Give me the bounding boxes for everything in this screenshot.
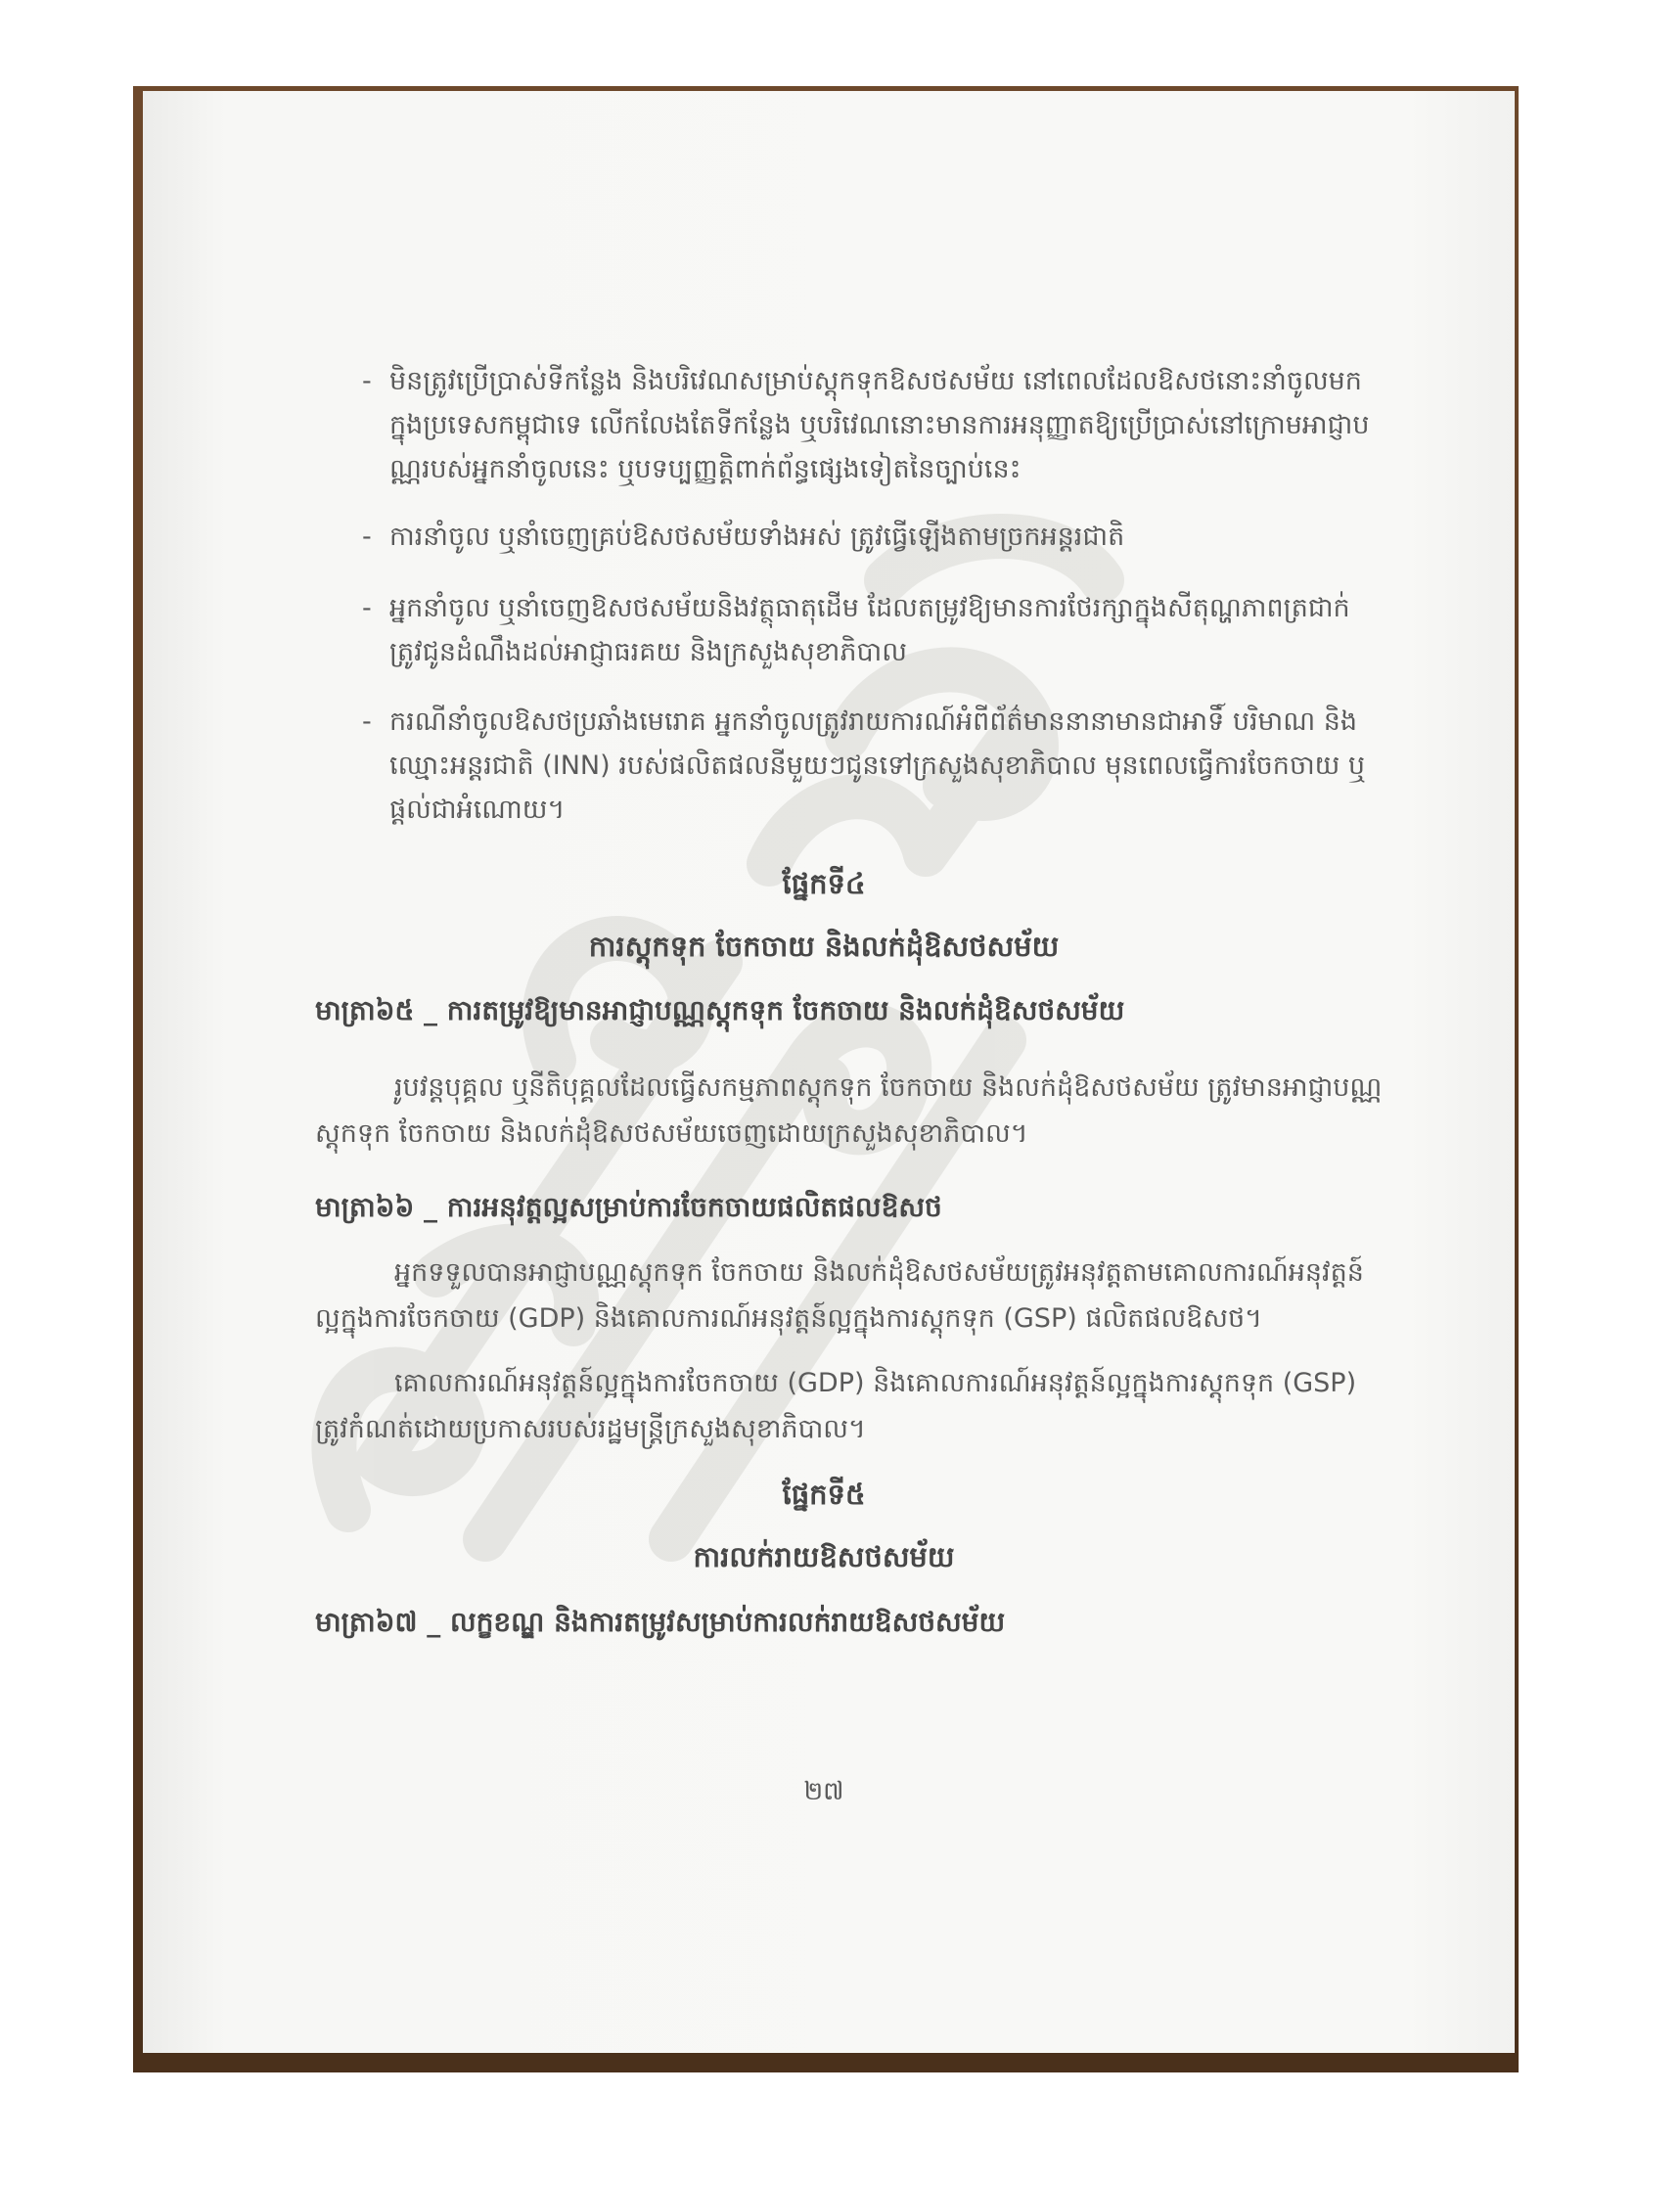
text-line: ការនាំចូល ឬនាំចេញគ្រប់ឱសថសម័យទាំងអស់ ត្រូវធ្វើឡើងតាមច្រកអន្តរជាតិ: [389, 522, 1125, 552]
bullet-marker: -: [362, 366, 372, 396]
bullet-marker: -: [362, 593, 372, 623]
text-line: អ្នកទទួលបានអាជ្ញាបណ្ណស្តុកទុក ចែកចាយ និងលក់ដុំឱសថសម័យត្រូវអនុវត្តតាមគោលការណ៍អនុវត្តន៍: [394, 1257, 1364, 1288]
text-line: ត្រូវកំណត់ដោយប្រកាសរបស់រដ្ឋមន្ត្រីក្រសួងសុខាភិបាល។: [315, 1414, 866, 1444]
text-line: គោលការណ៍អនុវត្តន៍ល្អក្នុងការចែកចាយ (GDP) និងគោលការណ៍អនុវត្តន៍ល្អក្នុងការស្តុកទុក (GSP): [394, 1368, 1357, 1398]
bullet-marker: -: [362, 522, 372, 552]
part-heading: ផ្នែកទី៤: [782, 867, 866, 900]
text-line: ណ្ណរបស់អ្នកនាំចូលនេះ ឬបទប្បញ្ញត្តិពាក់ព័ន្ធផ្សេងទៀតនៃច្បាប់នេះ: [389, 454, 1022, 484]
list-item: [362, 515, 1333, 559]
article-heading: មាត្រា៦៧ _ លក្ខខណ្ឌ និងការតម្រូវសម្រាប់ការលក់រាយឱសថសម័យ: [315, 1606, 1006, 1638]
text-line: ត្រូវជូនដំណឹងដល់អាជ្ញាធរគយ និងក្រសួងសុខាភិបាល: [389, 637, 907, 667]
text-line: រូបវន្តបុគ្គល ឬនីតិបុគ្គលដែលធ្វើសកម្មភាពស្តុកទុក ចែកចាយ និងលក់ដុំឱសថសម័យ ត្រូវមានអាជ្ញាបណ្ណ: [394, 1072, 1383, 1103]
text-line: អ្នកនាំចូល ឬនាំចេញឱសថសម័យនិងវត្ថុធាតុដើម ដែលតម្រូវឱ្យមានការថែរក្សាក្នុងសីតុណ្ហភាពត្រជាក់: [389, 593, 1350, 623]
text-line: ឈ្មោះអន្តរជាតិ (INN) របស់ផលិតផលនីមួយៗជូនទៅក្រសួងសុខាភិបាល មុនពេលធ្វើការចែកចាយ ឬ: [389, 751, 1366, 781]
part-title: ការស្តុកទុក ចែកចាយ និងលក់ដុំឱសថសម័យ: [588, 930, 1060, 963]
article-paragraph: [315, 1250, 1364, 1342]
article-heading: មាត្រា៦៥ _ ការតម្រូវឱ្យមានអាជ្ញាបណ្ណស្តុកទុក ចែកចាយ និងលក់ដុំឱសថសម័យ: [315, 994, 1125, 1026]
list-item: [362, 586, 1350, 674]
text-line: ស្តុកទុក ចែកចាយ និងលក់ដុំឱសថសម័យចេញដោយក្រសួងសុខាភិបាល។: [315, 1118, 1028, 1149]
text-line: ផ្តល់ជាអំណោយ។: [389, 795, 566, 825]
list-item: [362, 700, 1366, 832]
text-line: ករណីនាំចូលឱសថប្រឆាំងមេរោគ អ្នកនាំចូលត្រូវរាយការណ៍អំពីព័ត៌មាននានាមានជាអាទិ៍ បរិមាណ និង: [389, 706, 1358, 737]
page-number: ២៧: [803, 1777, 844, 1806]
bullet-marker: -: [362, 706, 372, 737]
article-paragraph: [315, 1065, 1383, 1157]
part-title: ការលក់រាយឱសថសម័យ: [693, 1540, 955, 1573]
part-heading: ផ្នែកទី៥: [782, 1478, 866, 1511]
document-page: [143, 91, 1515, 2053]
text-line: មិនត្រូវប្រើប្រាស់ទីកន្លែង និងបរិវេណសម្រាប់ស្តុកទុកឱសថសម័យ នៅពេលដែលឱសថនោះនាំចូលមក: [389, 366, 1362, 396]
text-line: ល្អក្នុងការចែកចាយ (GDP) និងគោលការណ៍អនុវត្តន៍ល្អក្នុងការស្តុកទុក (GSP) ផលិតផលឱសថ។: [315, 1303, 1262, 1334]
list-item: [362, 359, 1370, 491]
article-paragraph: [315, 1360, 1357, 1452]
text-line: ក្នុងប្រទេសកម្ពុជាទេ លើកលែងតែទីកន្លែង ឬបរិវេណនោះមានការអនុញ្ញាតឱ្យប្រើប្រាស់នៅក្រោមអាជ្ញាប: [389, 410, 1370, 440]
article-heading: មាត្រា៦៦ _ ការអនុវត្តល្អសម្រាប់ការចែកចាយផលិតផលឱសថ: [315, 1191, 942, 1223]
